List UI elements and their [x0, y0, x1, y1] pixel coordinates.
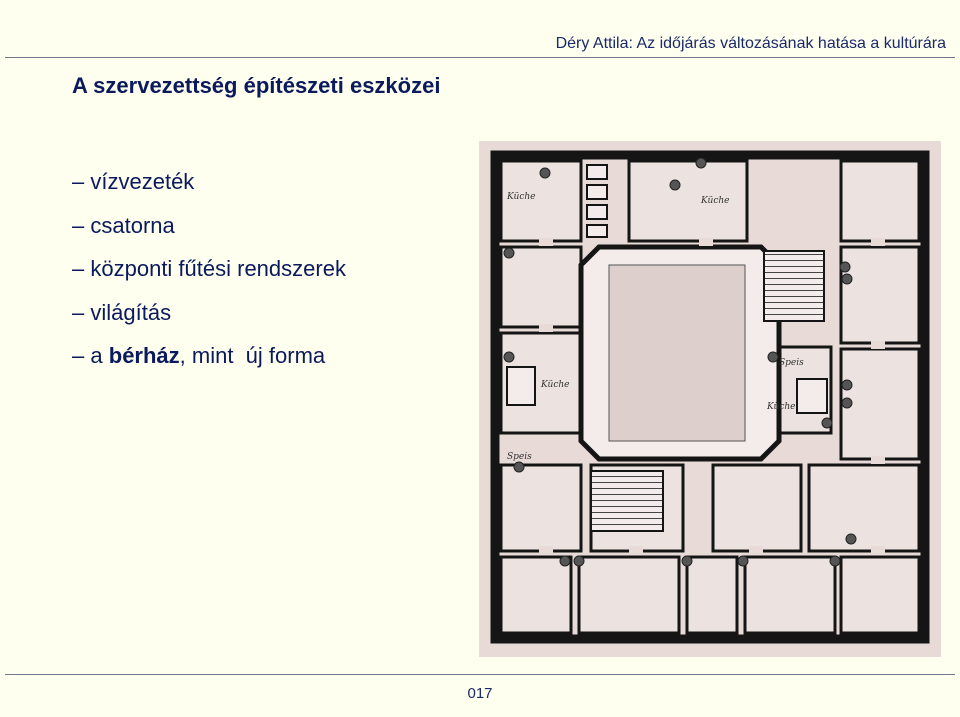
plan-label: Speis	[507, 452, 532, 462]
bullet-dash: –	[72, 299, 85, 325]
floor-plan-image	[479, 141, 941, 657]
bullet-dash: –	[72, 212, 85, 238]
bullet-bold-term: bérház	[108, 343, 180, 368]
bullet-item	[72, 160, 346, 204]
slide-title: A szervezettség építészeti eszközei	[72, 73, 441, 98]
plan-label: Küche	[507, 192, 536, 202]
bullet-text: világítás	[90, 299, 172, 325]
header-divider	[5, 57, 955, 58]
header-title: Déry Attila: Az időjárás változásának hatása a kultúrára	[555, 35, 946, 52]
bullet-text: központi fűtési rendszerek	[90, 256, 346, 281]
bullet-text: a	[90, 343, 103, 368]
bullet-dash: –	[72, 169, 85, 194]
footer-divider	[5, 674, 955, 675]
plan-label: Küche	[541, 380, 570, 390]
bullet-item	[72, 204, 346, 248]
bullet-text: csatorna	[90, 212, 175, 238]
plan-label: Speis	[779, 358, 804, 368]
plan-label: Küche	[701, 196, 730, 206]
bullet-dash: –	[72, 343, 85, 368]
plan-label: Küche	[767, 402, 796, 412]
bullet-text: vízvezeték	[90, 169, 195, 194]
bullet-dash: –	[72, 256, 85, 281]
bullet-item	[72, 334, 346, 378]
floor-plan-drawing	[479, 141, 941, 657]
bullet-list	[72, 160, 346, 378]
bullet-item	[72, 247, 346, 291]
bullet-text-rest: , mint új forma	[179, 343, 326, 368]
bullet-item	[72, 291, 346, 335]
page-number: 017	[467, 685, 493, 702]
